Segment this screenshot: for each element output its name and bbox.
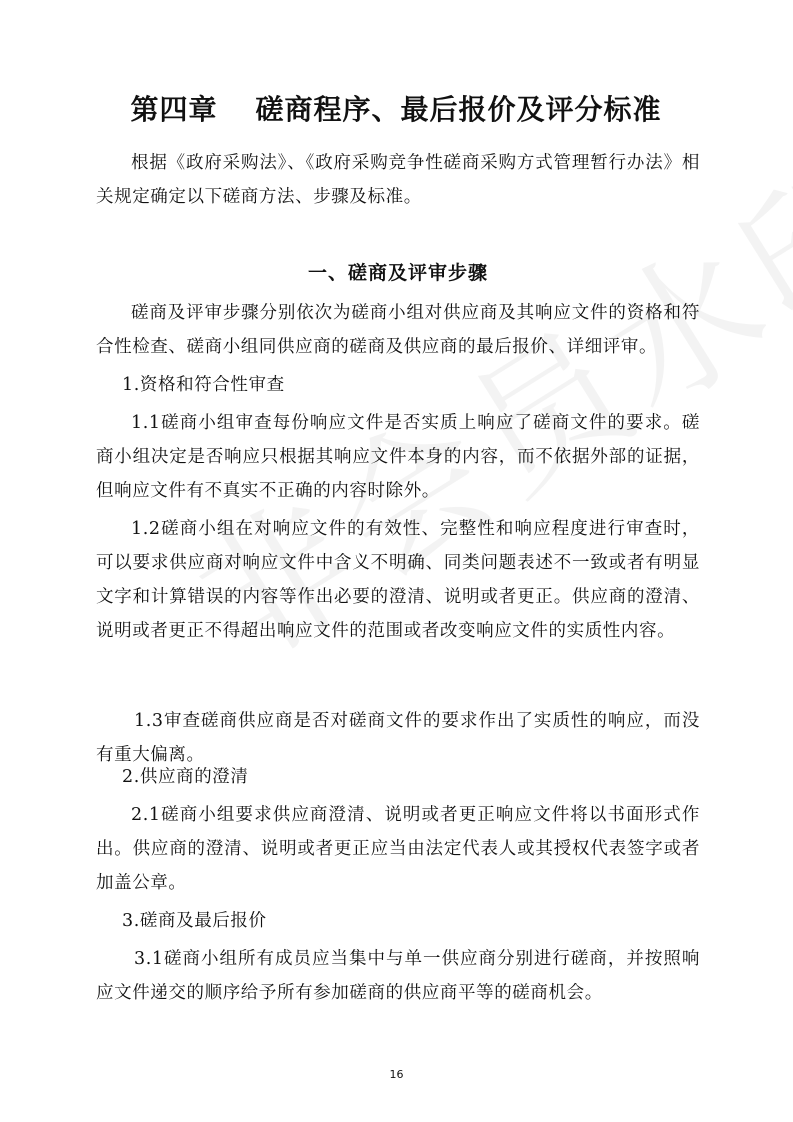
- item2-paragraph-1: 2.1磋商小组要求供应商澄清、说明或者更正响应文件将以书面形式作出。供应商的澄清、说明或者更正应当由法定代表人或其授权代表签字或者加盖公章。: [96, 805, 700, 893]
- chapter-name: 磋商程序、最后报价及评分标准: [255, 93, 662, 126]
- intro-paragraph: 根据《政府采购法》、《政府采购竞争性磋商采购方式管理暂行办法》相关规定确定以下磋商方法、步骤及标准。: [96, 153, 700, 207]
- chapter-title: [96, 88, 696, 128]
- chapter-number: 第四章: [130, 93, 218, 126]
- item1-paragraph-1: 1.1磋商小组审查每份响应文件是否实质上响应了磋商文件的要求。磋商小组决定是否响应只根据其响应文件本身的内容，而不依据外部的证据，但响应文件有不真实不正确的内容时除外。: [96, 413, 700, 501]
- section-intro-paragraph: 磋商及评审步骤分别依次为磋商小组对供应商及其响应文件的资格和符合性检查、磋商小组同供应商的磋商及供应商的最后报价、详细评审。: [96, 303, 700, 357]
- page-number: 16: [389, 1068, 404, 1081]
- item3-paragraph-1: 3.1磋商小组所有成员应当集中与单一供应商分别进行磋商，并按照响应文件递交的顺序给予所有参加磋商的供应商平等的磋商机会。: [96, 949, 700, 1003]
- item3-heading: 3.磋商及最后报价: [122, 911, 267, 931]
- item1-heading: 1.资格和符合性审查: [122, 375, 285, 395]
- item2-heading: 2.供应商的澄清: [122, 767, 249, 787]
- item1-paragraph-3: 1.3审查磋商供应商是否对磋商文件的要求作出了实质性的响应，而没有重大偏离。: [96, 711, 700, 765]
- section-heading: 一、磋商及评审步骤: [307, 262, 488, 284]
- item1-paragraph-2: 1.2磋商小组在对响应文件的有效性、完整性和响应程度进行审查时，可以要求供应商对响应文件中含义不明确、同类问题表述不一致或者有明显文字和计算错误的内容等作出必要的澄清、说明或者更正。供应商的澄清、说明或者更正不得超出响应文件的范围或者改变响应文件的实质性内容。: [96, 519, 700, 641]
